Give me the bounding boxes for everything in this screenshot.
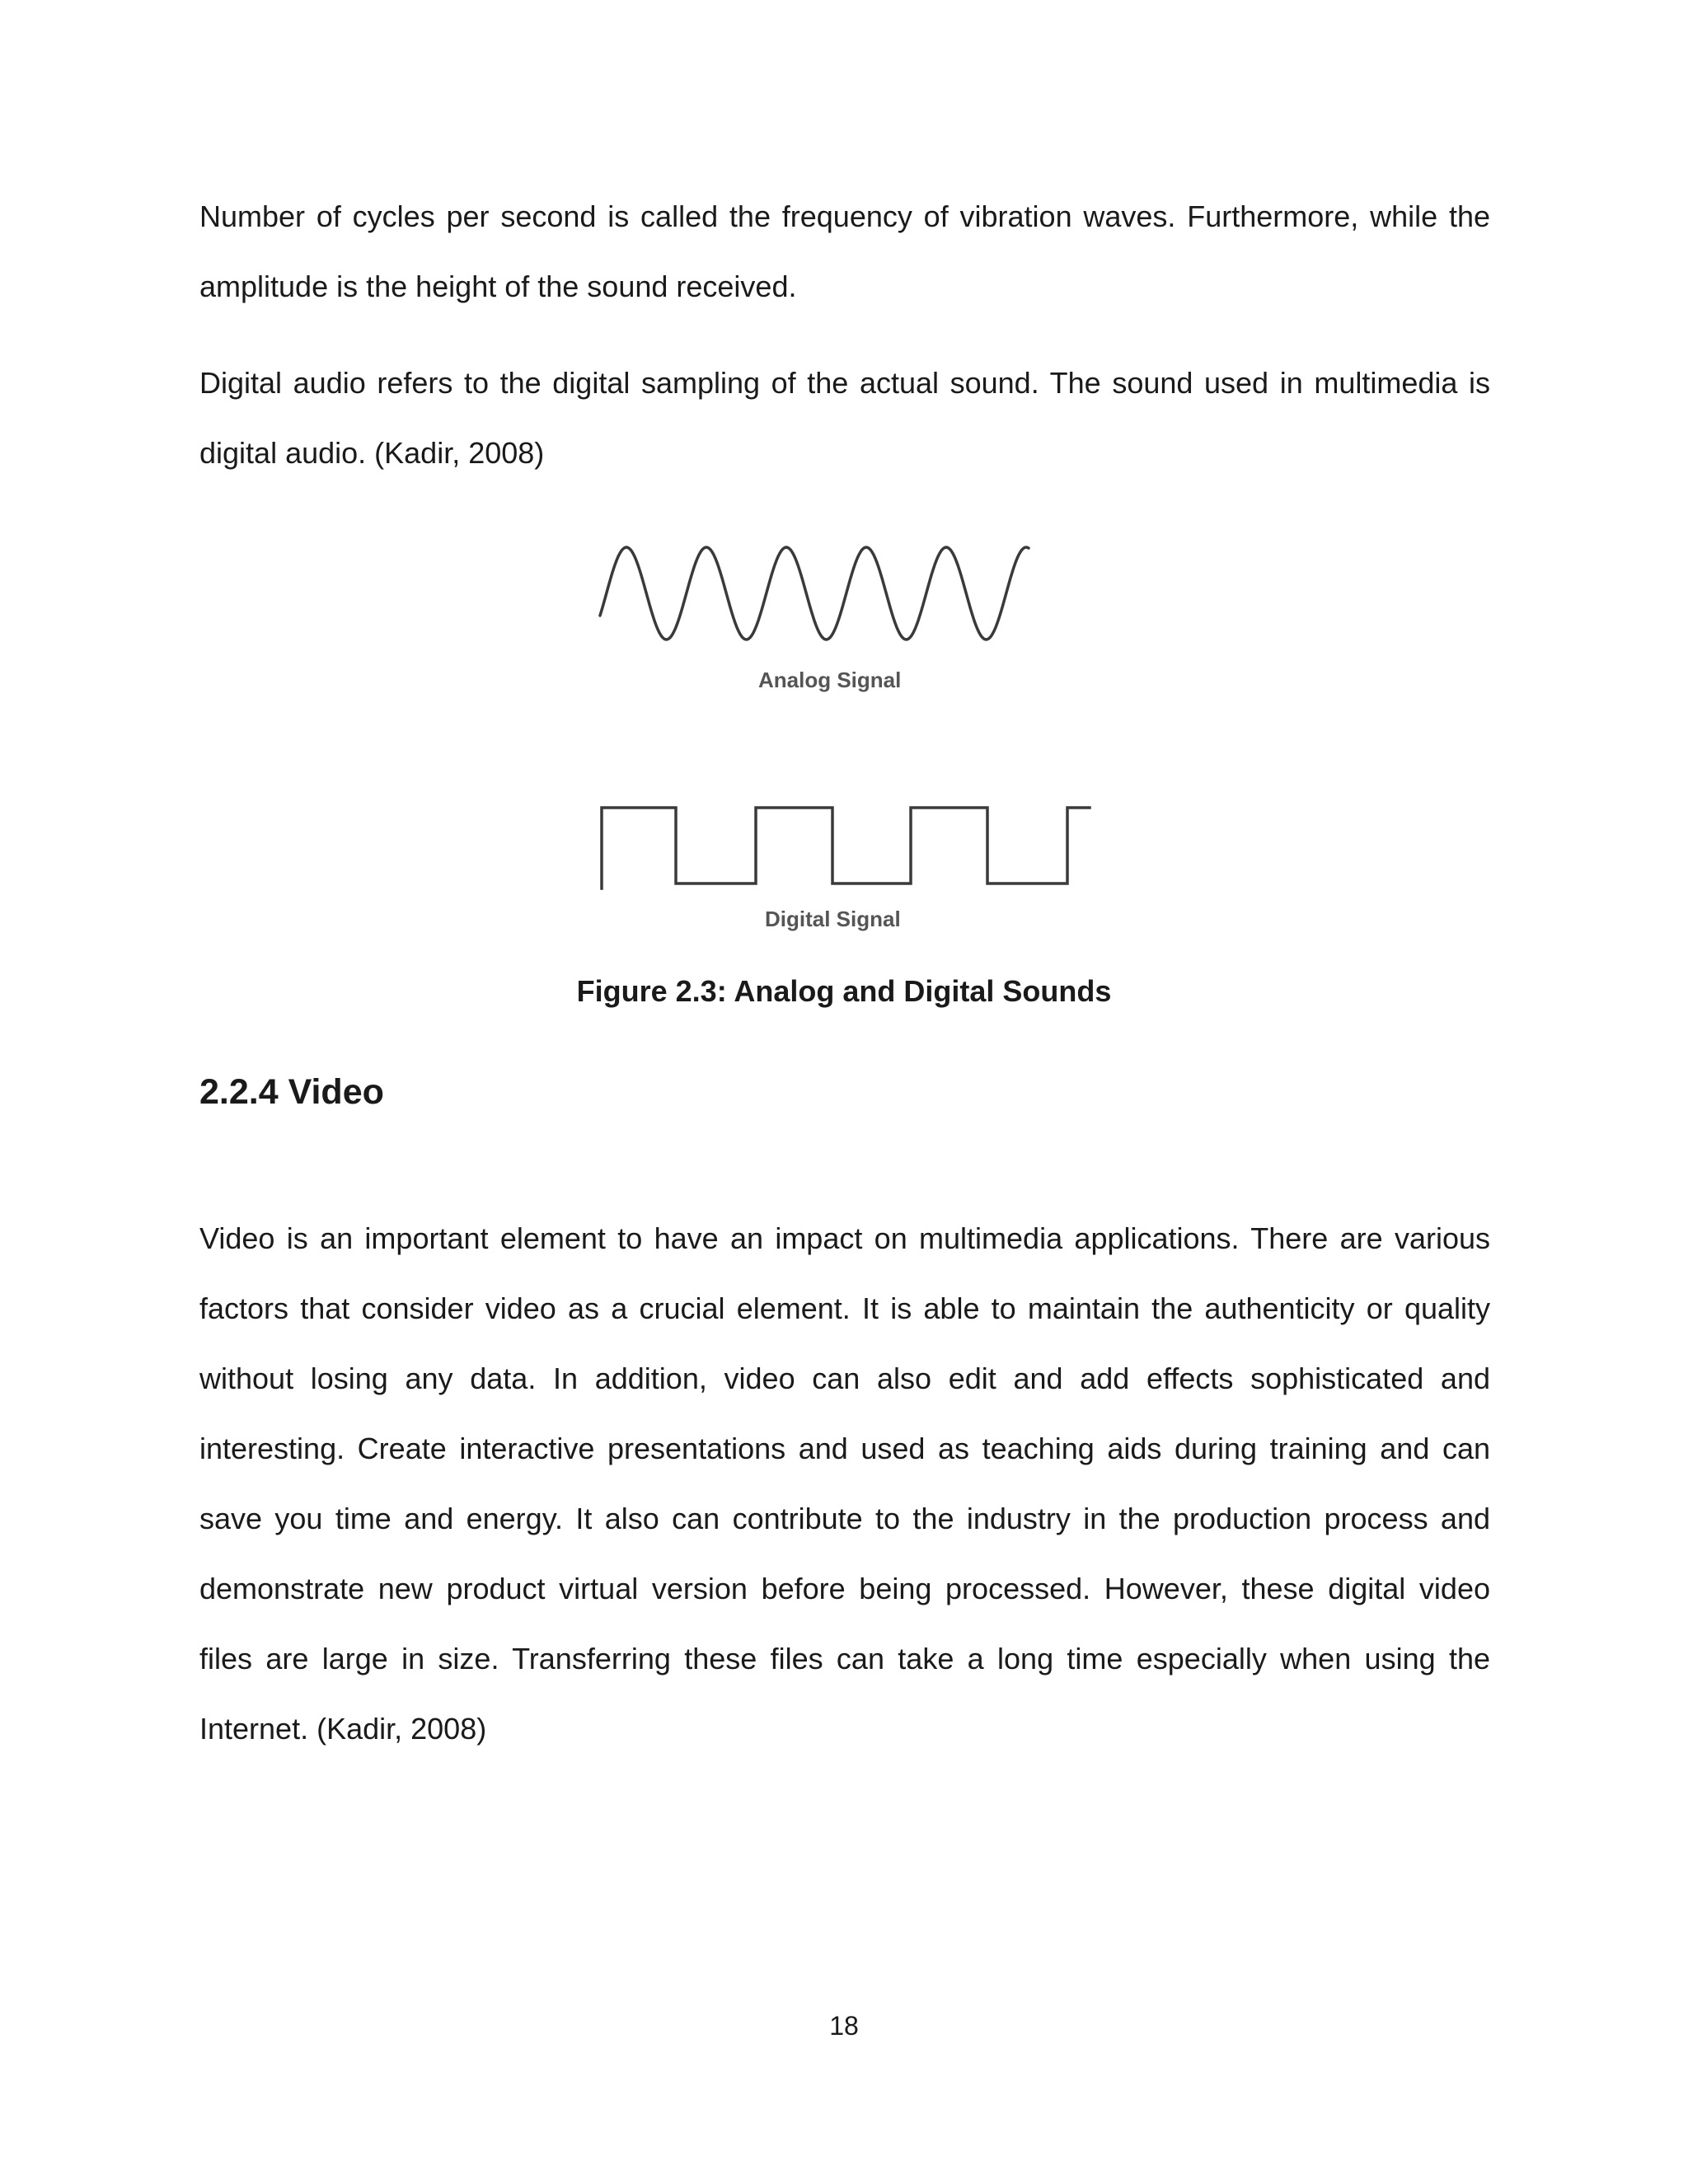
figure-analog-digital-signals <box>577 527 1121 948</box>
paragraph-frequency: Number of cycles per second is called the frequency of vibration waves. Furthermore, while the amplitude is the height of the sound received. <box>199 199 1490 303</box>
section-heading: 2.2.4 Video <box>199 1072 384 1112</box>
analog-signal-label: Analog Signal <box>758 668 902 692</box>
figure-caption: Figure 2.3: Analog and Digital Sounds <box>576 974 1112 1008</box>
analog-signal-wave <box>600 547 1029 640</box>
paragraph-digital-audio: Digital audio refers to the digital sampling of the actual sound. The sound used in multimedia is digital audio. (Kadir, 2008) <box>199 366 1490 470</box>
signal-illustration <box>577 527 1121 948</box>
digital-signal-label: Digital Signal <box>765 907 901 931</box>
paragraph-video: Video is an important element to have an impact on multimedia applications. There are various factors that consider video as a crucial element. It is able to maintain the authenticity or quality without losing any data. In addition, video can also edit and add effects sophisticated and interesting. Create interactive presentations and used as teaching aids during training and can save you time and energy. It also can contribute to the industry in the production process and demonstrate new product virtual version before being processed. However, these digital video files are large in size. Transferring these files can take a long time especially when using the Internet. (Kadir, 2008) <box>199 1221 1490 1746</box>
page-number: 18 <box>829 2011 859 2041</box>
digital-signal-wave <box>602 808 1090 888</box>
